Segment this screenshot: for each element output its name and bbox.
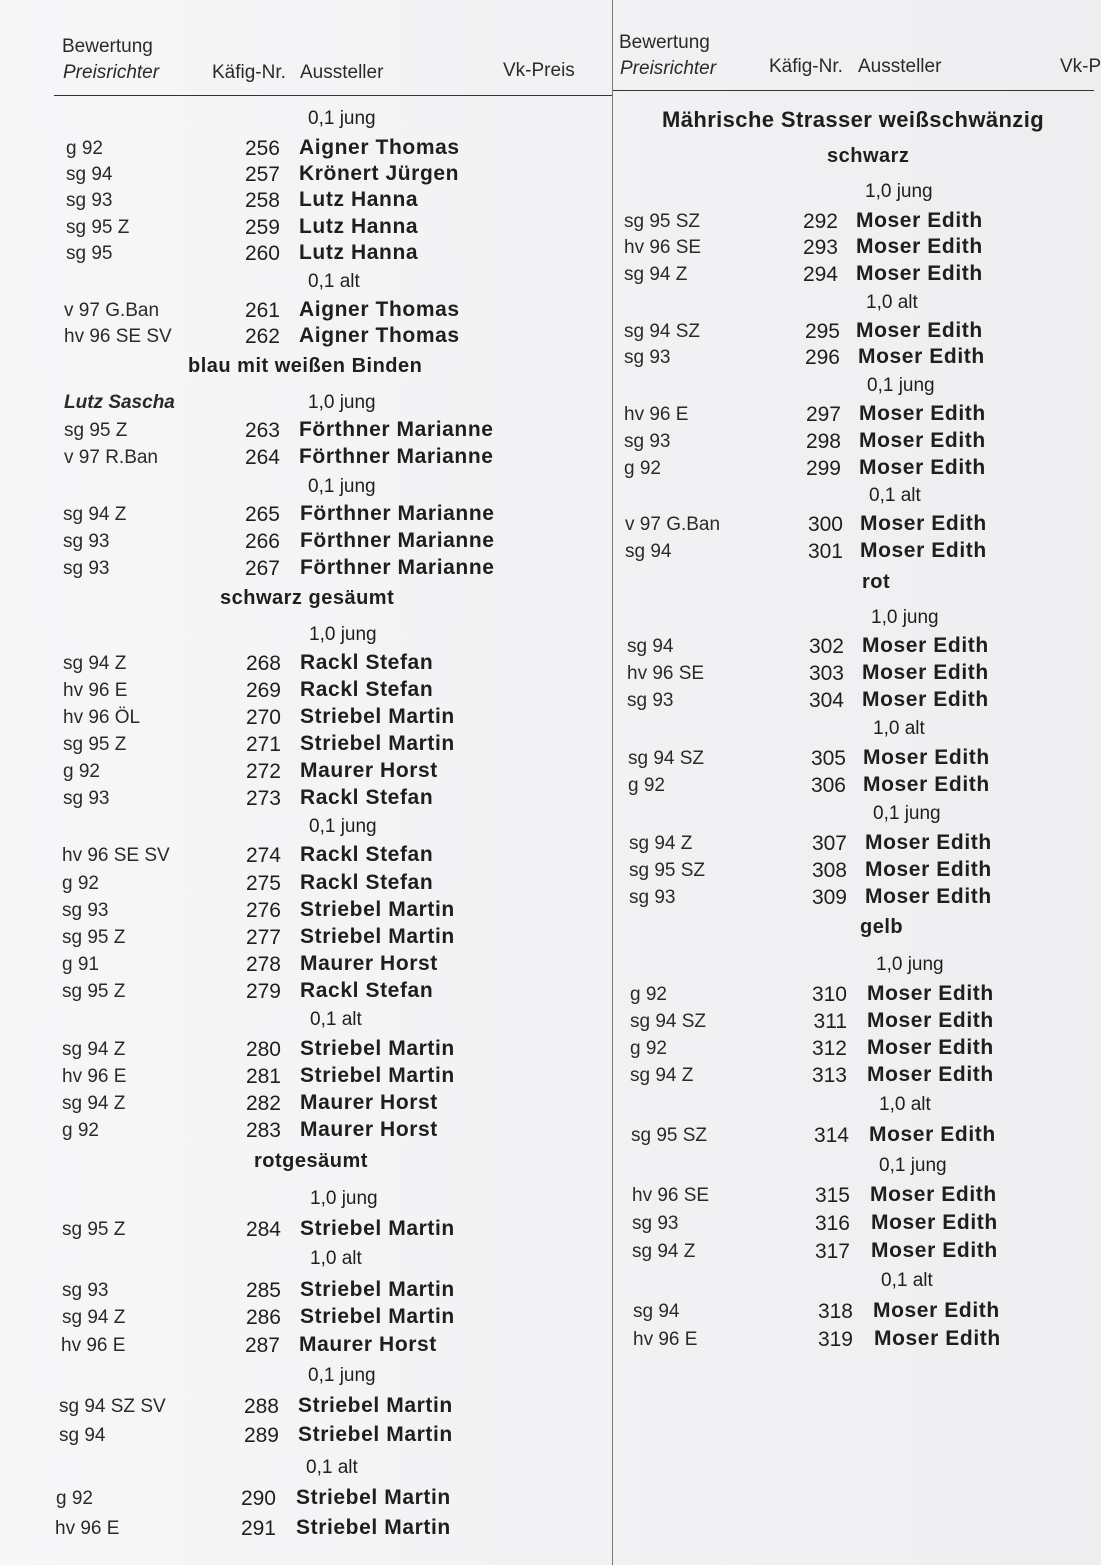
cage-number: 297 [805, 403, 841, 426]
exhibitor-name: Förthner Marianne [299, 418, 494, 441]
rating: hv 96 E [55, 1518, 120, 1539]
cage-number: 276 [245, 899, 281, 922]
exhibitor-name: Aigner Thomas [299, 298, 460, 321]
subgroup-label: 0,1 alt [310, 1009, 362, 1030]
subgroup-label: 0,1 alt [881, 1270, 933, 1291]
subgroup-label: 0,1 alt [308, 271, 360, 292]
rating: g 92 [66, 138, 103, 159]
cage-number: 272 [245, 760, 281, 783]
exhibitor-name: Moser Edith [867, 1009, 994, 1032]
cage-number: 291 [240, 1517, 276, 1540]
rating: g 92 [630, 1038, 667, 1059]
cage-number: 264 [244, 446, 280, 469]
exhibitor-name: Lutz Hanna [299, 215, 419, 238]
exhibitor-name: Striebel Martin [300, 1305, 455, 1328]
exhibitor-name: Moser Edith [867, 1036, 994, 1059]
rating: sg 93 [63, 531, 110, 552]
breed-heading: Mährische Strasser weißschwänzig [662, 107, 1045, 132]
cage-number: 281 [245, 1065, 281, 1088]
rating: sg 93 [629, 887, 676, 908]
exhibitor-name: Striebel Martin [298, 1394, 453, 1417]
exhibitor-name: Moser Edith [859, 402, 986, 425]
exhibitor-name: Striebel Martin [296, 1486, 451, 1509]
cage-number: 277 [245, 926, 281, 949]
header-preisrichter: Preisrichter [620, 58, 717, 79]
subgroup-label: 1,0 alt [873, 718, 925, 739]
header-bewertung: Bewertung [62, 36, 153, 57]
cage-number: 275 [245, 872, 281, 895]
cage-number: 307 [811, 832, 847, 855]
rating: hv 96 SE [627, 663, 705, 684]
rating: sg 93 [62, 1280, 109, 1301]
rating: sg 94 [627, 636, 674, 657]
exhibitor-name: Förthner Marianne [299, 445, 494, 468]
header-preisrichter: Preisrichter [63, 62, 160, 83]
cage-number: 266 [244, 530, 280, 553]
cage-number: 260 [244, 242, 280, 265]
cage-number: 314 [813, 1124, 849, 1147]
rating: sg 93 [627, 690, 674, 711]
rating: hv 96 E [624, 404, 689, 425]
exhibitor-name: Aigner Thomas [299, 324, 460, 347]
rating: sg 94 [633, 1301, 680, 1322]
subgroup-label: 0,1 jung [309, 816, 377, 837]
rating: sg 94 Z [632, 1241, 696, 1262]
cage-number: 263 [244, 419, 280, 442]
cage-number: 303 [808, 662, 844, 685]
header-vk-preis: Vk-Preis [503, 60, 575, 81]
exhibitor-name: Moser Edith [856, 235, 983, 258]
rating: sg 95 SZ [631, 1125, 708, 1146]
rating: sg 93 [63, 788, 110, 809]
exhibitor-name: Moser Edith [870, 1183, 997, 1206]
exhibitor-name: Krönert Jürgen [299, 162, 460, 185]
exhibitor-name: Aigner Thomas [299, 136, 460, 159]
cage-number: 311 [813, 1010, 847, 1033]
rating: v 97 G.Ban [625, 514, 721, 535]
exhibitor-name: Moser Edith [860, 512, 987, 535]
right-header-rule [613, 90, 1094, 91]
color-heading: schwarz gesäumt [220, 587, 395, 609]
exhibitor-name: Striebel Martin [300, 705, 455, 728]
exhibitor-name: Lutz Hanna [299, 241, 419, 264]
rating: hv 96 SE [632, 1185, 710, 1206]
rating: sg 94 Z [624, 264, 688, 285]
cage-number: 267 [244, 557, 280, 580]
rating: hv 96 E [633, 1329, 698, 1350]
exhibitor-name: Maurer Horst [300, 1091, 438, 1114]
exhibitor-name: Rackl Stefan [300, 651, 434, 674]
subgroup-label: 1,0 alt [866, 292, 918, 313]
exhibitor-name: Moser Edith [863, 746, 990, 769]
rating: sg 95 Z [63, 734, 127, 755]
rating: sg 94 [59, 1425, 106, 1446]
exhibitor-name: Förthner Marianne [300, 502, 495, 525]
cage-number: 268 [245, 652, 281, 675]
cage-number: 285 [245, 1279, 281, 1302]
rating: sg 93 [624, 431, 671, 452]
exhibitor-name: Moser Edith [856, 319, 983, 342]
exhibitor-name: Striebel Martin [300, 1217, 455, 1240]
exhibitor-name: Moser Edith [862, 634, 989, 657]
column-divider [612, 0, 613, 1565]
color-heading: rotgesäumt [254, 1150, 368, 1172]
cage-number: 270 [245, 706, 281, 729]
rating: sg 95 [66, 243, 113, 264]
exhibitor-name: Rackl Stefan [300, 843, 434, 866]
exhibitor-name: Striebel Martin [300, 1037, 455, 1060]
cage-number: 299 [805, 457, 841, 480]
cage-number: 273 [245, 787, 281, 810]
cage-number: 315 [814, 1184, 850, 1207]
rating: g 92 [62, 873, 99, 894]
cage-number: 304 [808, 689, 844, 712]
cage-number: 308 [811, 859, 847, 882]
cage-number: 293 [802, 236, 838, 259]
rating: sg 94 Z [62, 1307, 126, 1328]
exhibitor-name: Moser Edith [859, 429, 986, 452]
subgroup-label: 0,1 jung [873, 803, 941, 824]
exhibitor-name: Maurer Horst [300, 952, 438, 975]
rating: v 97 G.Ban [64, 300, 160, 321]
cage-number: 280 [245, 1038, 281, 1061]
rating: sg 94 [625, 541, 672, 562]
rating: sg 95 Z [62, 927, 126, 948]
cage-number: 258 [244, 189, 280, 212]
rating: g 92 [628, 775, 665, 796]
cage-number: 296 [804, 346, 840, 369]
header-vk-preis-cut: Vk-P [1060, 56, 1101, 77]
exhibitor-name: Moser Edith [871, 1211, 998, 1234]
exhibitor-name: Moser Edith [862, 661, 989, 684]
subgroup-label: 1,0 jung [871, 607, 939, 628]
exhibitor-name: Striebel Martin [300, 732, 455, 755]
exhibitor-name: Moser Edith [874, 1327, 1001, 1350]
exhibitor-name: Rackl Stefan [300, 871, 434, 894]
cage-number: 284 [245, 1218, 281, 1241]
exhibitor-name: Maurer Horst [299, 1333, 437, 1356]
exhibitor-name: Moser Edith [856, 262, 983, 285]
color-heading: blau mit weißen Binden [188, 355, 423, 377]
exhibitor-name: Maurer Horst [300, 1118, 438, 1141]
cage-number: 319 [817, 1328, 853, 1351]
judge-name: Lutz Sascha [64, 392, 175, 413]
subgroup-label: 0,1 alt [306, 1457, 358, 1478]
subgroup-label: 1,0 jung [310, 1188, 378, 1209]
subgroup-label: 1,0 jung [309, 624, 377, 645]
rating: g 92 [624, 458, 661, 479]
rating: sg 95 Z [66, 217, 130, 238]
header-bewertung: Bewertung [619, 32, 710, 53]
cage-number: 257 [244, 163, 280, 186]
cage-number: 313 [811, 1064, 847, 1087]
exhibitor-name: Moser Edith [858, 345, 985, 368]
exhibitor-name: Rackl Stefan [300, 786, 434, 809]
rating: sg 94 Z [63, 504, 127, 525]
rating: g 92 [62, 1120, 99, 1141]
rating: g 92 [56, 1488, 93, 1509]
exhibitor-name: Striebel Martin [296, 1516, 451, 1539]
rating: sg 94 SZ SV [59, 1396, 166, 1417]
rating: hv 96 E [62, 1066, 127, 1087]
rating: sg 94 Z [629, 833, 693, 854]
subgroup-label: 0,1 jung [308, 1365, 376, 1386]
exhibitor-name: Rackl Stefan [300, 979, 434, 1002]
rating: sg 94 Z [63, 653, 127, 674]
cage-number: 301 [807, 540, 843, 563]
rating: hv 96 SE [624, 237, 702, 258]
rating: sg 95 SZ [624, 211, 701, 232]
rating: hv 96 ÖL [63, 707, 141, 728]
cage-number: 295 [804, 320, 840, 343]
cage-number: 290 [240, 1487, 276, 1510]
cage-number: 292 [802, 210, 838, 233]
rating: hv 96 SE SV [64, 326, 172, 347]
cage-number: 305 [810, 747, 846, 770]
rating: sg 93 [624, 347, 671, 368]
cage-number: 287 [244, 1334, 280, 1357]
rating: sg 93 [62, 900, 109, 921]
rating: g 92 [63, 761, 100, 782]
header-kaefig-nr: Käfig-Nr. [212, 62, 286, 83]
rating: sg 95 Z [64, 420, 128, 441]
exhibitor-name: Moser Edith [856, 209, 983, 232]
cage-number: 278 [245, 953, 281, 976]
cage-number: 312 [811, 1037, 847, 1060]
header-aussteller: Aussteller [858, 56, 942, 77]
cage-number: 302 [808, 635, 844, 658]
cage-number: 269 [245, 679, 281, 702]
cage-number: 288 [243, 1395, 279, 1418]
exhibitor-name: Moser Edith [865, 885, 992, 908]
rating: sg 94 SZ [628, 748, 705, 769]
color-heading: rot [862, 571, 891, 593]
subgroup-label: 1,0 jung [876, 954, 944, 975]
exhibitor-name: Moser Edith [862, 688, 989, 711]
rating: sg 94 SZ [624, 321, 701, 342]
cage-number: 271 [245, 733, 281, 756]
right-column-header [619, 32, 1101, 82]
cage-number: 265 [244, 503, 280, 526]
exhibitor-name: Striebel Martin [300, 925, 455, 948]
rating: sg 93 [66, 190, 113, 211]
exhibitor-name: Förthner Marianne [300, 529, 495, 552]
exhibitor-name: Striebel Martin [300, 1278, 455, 1301]
cage-number: 294 [802, 263, 838, 286]
cage-number: 274 [245, 844, 281, 867]
rating: sg 94 Z [630, 1065, 694, 1086]
exhibitor-name: Moser Edith [859, 456, 986, 479]
subgroup-label: 1,0 alt [879, 1094, 931, 1115]
exhibitor-name: Moser Edith [860, 539, 987, 562]
cage-number: 306 [810, 774, 846, 797]
rating: sg 95 SZ [629, 860, 706, 881]
cage-number: 256 [244, 137, 280, 160]
exhibitor-name: Striebel Martin [298, 1423, 453, 1446]
exhibitor-name: Moser Edith [865, 831, 992, 854]
cage-number: 298 [805, 430, 841, 453]
exhibitor-name: Rackl Stefan [300, 678, 434, 701]
rating: sg 94 [66, 164, 113, 185]
rating: sg 94 Z [62, 1039, 126, 1060]
exhibitor-name: Moser Edith [873, 1299, 1000, 1322]
cage-number: 316 [814, 1212, 850, 1235]
rating: sg 93 [632, 1213, 679, 1234]
cage-number: 282 [245, 1092, 281, 1115]
rating: hv 96 SE SV [62, 845, 170, 866]
subgroup-label: 1,0 alt [310, 1248, 362, 1269]
subgroup-label: 0,1 jung [308, 108, 376, 129]
cage-number: 279 [245, 980, 281, 1003]
cage-number: 261 [244, 299, 280, 322]
rating: sg 94 SZ [630, 1011, 707, 1032]
exhibitor-name: Förthner Marianne [300, 556, 495, 579]
exhibitor-name: Moser Edith [867, 982, 994, 1005]
cage-number: 309 [811, 886, 847, 909]
subgroup-label: 1,0 jung [865, 181, 933, 202]
exhibitor-name: Striebel Martin [300, 1064, 455, 1087]
cage-number: 286 [245, 1306, 281, 1329]
subgroup-label: 0,1 jung [308, 476, 376, 497]
rating: g 91 [62, 954, 99, 975]
subgroup-label: 0,1 alt [869, 485, 921, 506]
rating: sg 93 [63, 558, 110, 579]
rating: g 92 [630, 984, 667, 1005]
color-heading: schwarz [827, 145, 910, 167]
rating: sg 95 Z [62, 981, 126, 1002]
subgroup-label: 0,1 jung [879, 1155, 947, 1176]
left-header-rule [54, 95, 612, 96]
exhibitor-name: Moser Edith [865, 858, 992, 881]
exhibitor-name: Moser Edith [863, 773, 990, 796]
header-aussteller: Aussteller [300, 62, 384, 83]
exhibitor-name: Maurer Horst [300, 759, 438, 782]
rating: hv 96 E [63, 680, 128, 701]
color-heading: gelb [860, 916, 904, 938]
subgroup-label: 0,1 jung [867, 375, 935, 396]
cage-number: 289 [243, 1424, 279, 1447]
header-kaefig-nr: Käfig-Nr. [769, 56, 843, 77]
cage-number: 318 [817, 1300, 853, 1323]
cage-number: 262 [244, 325, 280, 348]
cage-number: 317 [814, 1240, 850, 1263]
cage-number: 283 [245, 1119, 281, 1142]
exhibitor-name: Lutz Hanna [299, 188, 419, 211]
rating: v 97 R.Ban [64, 447, 158, 468]
exhibitor-name: Moser Edith [869, 1123, 996, 1146]
cage-number: 310 [811, 983, 847, 1006]
rating: hv 96 E [61, 1335, 126, 1356]
cage-number: 300 [807, 513, 843, 536]
exhibitor-name: Striebel Martin [300, 898, 455, 921]
cage-number: 259 [244, 216, 280, 239]
exhibitor-name: Moser Edith [867, 1063, 994, 1086]
left-column-header [62, 36, 602, 86]
rating: sg 95 Z [62, 1219, 126, 1240]
exhibitor-name: Moser Edith [871, 1239, 998, 1262]
rating: sg 94 Z [62, 1093, 126, 1114]
subgroup-label: 1,0 jung [308, 392, 376, 413]
